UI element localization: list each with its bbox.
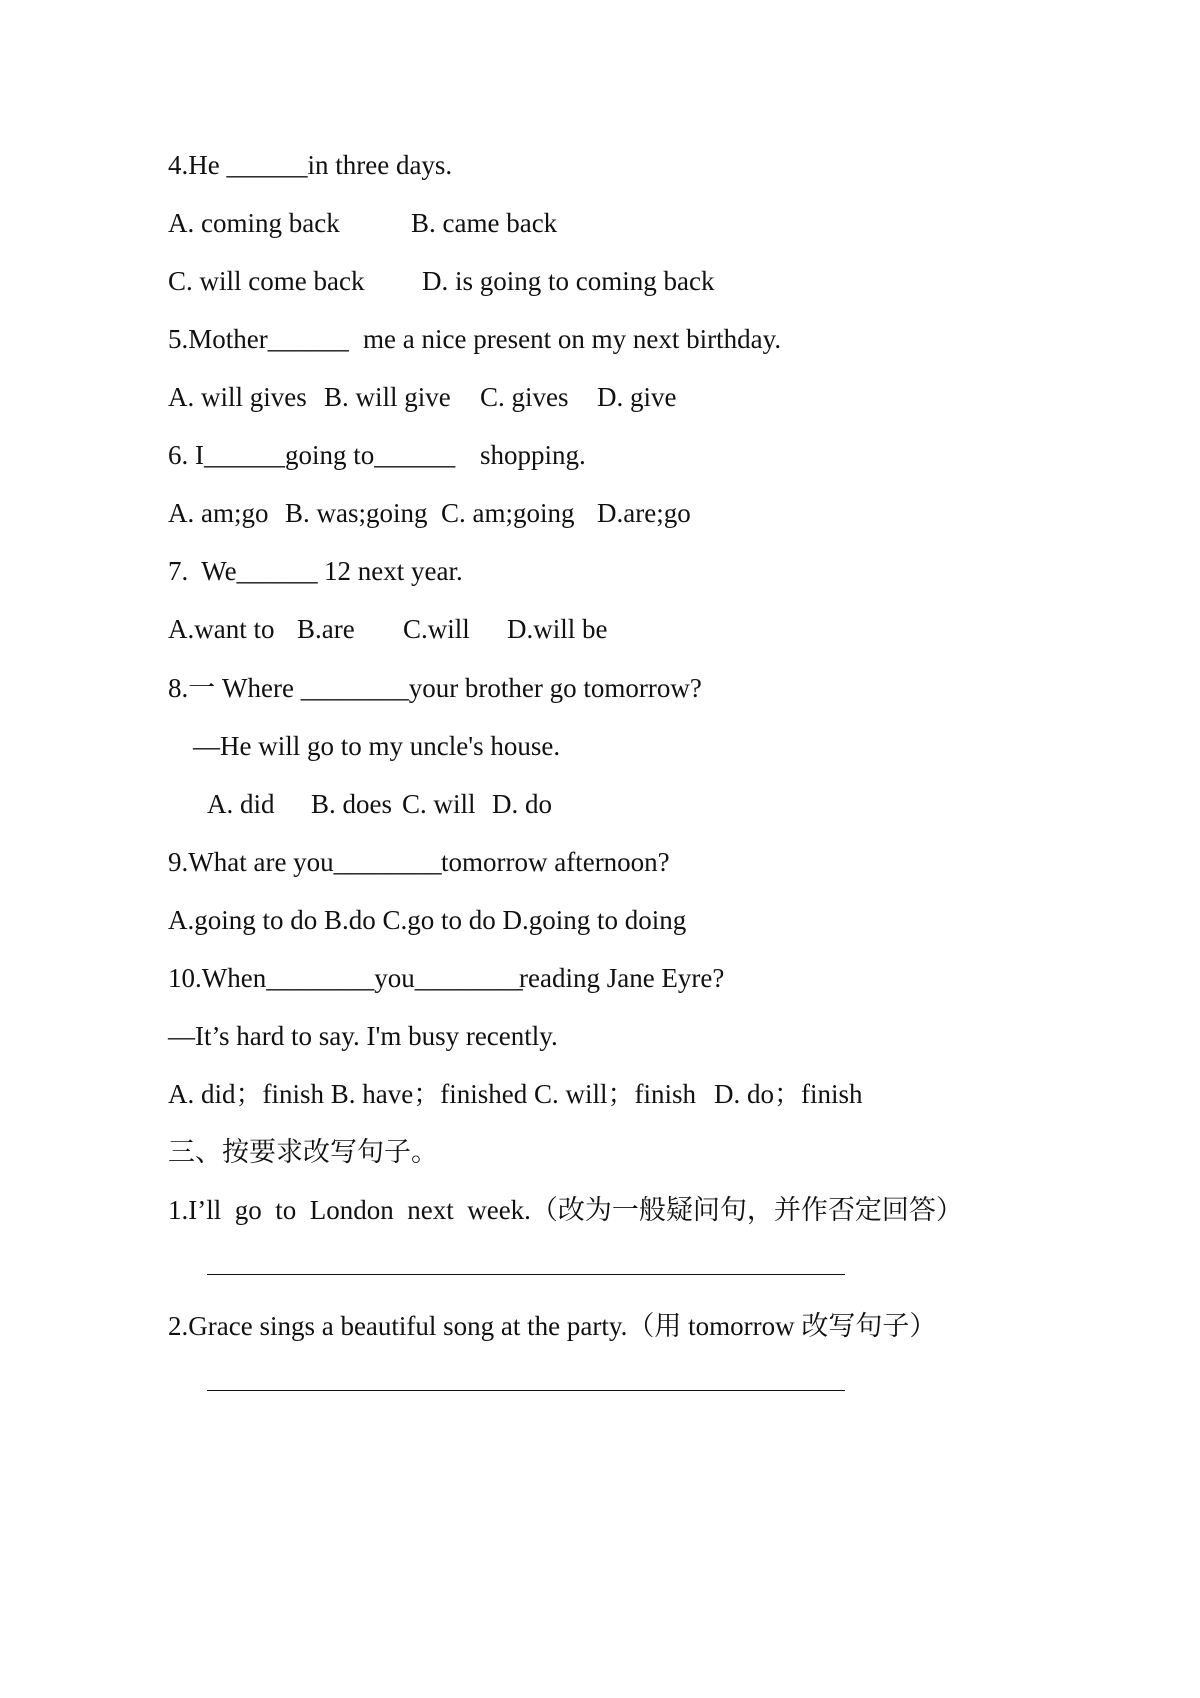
- q8-option-a: A. did: [207, 789, 275, 819]
- q5-stem-part2: me a nice present on my next birthday.: [363, 324, 782, 354]
- q4-option-a: A. coming back: [168, 208, 340, 238]
- q7-option-c: C.will: [403, 614, 470, 644]
- q5-option-c: C. gives: [480, 382, 569, 412]
- q9-stem-part1: 9.What are you________: [168, 847, 442, 877]
- q10-option-d: D. do；finish: [714, 1079, 863, 1109]
- section3-heading: 三、按要求改写句子。: [168, 1137, 438, 1167]
- q10-answer-line: —It’s hard to say. I'm busy recently.: [168, 1021, 558, 1051]
- q9-stem-part2: tomorrow afternoon?: [441, 847, 670, 877]
- q8-option-b: B. does: [311, 789, 392, 819]
- q8-answer-line: —He will go to my uncle's house.: [193, 731, 561, 761]
- q10-options-abc: A. did；finish B. have；finished C. will；finish: [168, 1079, 696, 1109]
- answer-blank-line-2[interactable]: [207, 1390, 845, 1391]
- q5-stem-part1: 5.Mother______: [168, 324, 349, 354]
- q6-stem-part2: shopping.: [480, 440, 586, 470]
- q6-option-b: B. was;going: [285, 498, 428, 528]
- q10-stem-part1: 10.When________you________: [168, 963, 523, 993]
- q6-option-d: D.are;go: [597, 498, 691, 528]
- q5-option-a: A. will gives: [168, 382, 307, 412]
- q5-option-d: D. give: [597, 382, 677, 412]
- q4-option-d: D. is going to coming back: [422, 266, 715, 296]
- q7-option-a: A.want to: [168, 614, 275, 644]
- q5-option-b: B. will give: [324, 382, 451, 412]
- section3-item2: 2.Grace sings a beautiful song at the party.（用 tomorrow 改写句子）: [168, 1311, 937, 1341]
- q4-stem: 4.He ______in three days.: [168, 150, 453, 180]
- q4-option-b: B. came back: [411, 208, 558, 238]
- q7-stem-part2: 12 next year.: [324, 556, 463, 586]
- q6-stem-part1: 6. I______going to______: [168, 440, 456, 470]
- q8-stem: 8.一 Where ________your brother go tomorrow?: [168, 673, 702, 703]
- q6-option-a: A. am;go: [168, 498, 269, 528]
- q8-option-d: D. do: [492, 789, 552, 819]
- q9-options: A.going to do B.do C.go to do D.going to doing: [168, 905, 687, 935]
- q10-stem-part2: reading Jane Eyre?: [519, 963, 725, 993]
- answer-blank-line-1[interactable]: [207, 1274, 845, 1275]
- q8-option-c: C. will: [402, 789, 476, 819]
- q7-option-d: D.will be: [507, 614, 608, 644]
- q7-stem-part1: 7. We______: [168, 556, 318, 586]
- q6-option-c: C. am;going: [441, 498, 575, 528]
- section3-item1: 1.I’ll go to London next week.（改为一般疑问句，并作否定回答）: [168, 1195, 963, 1225]
- q4-option-c: C. will come back: [168, 266, 365, 296]
- q7-option-b: B.are: [297, 614, 355, 644]
